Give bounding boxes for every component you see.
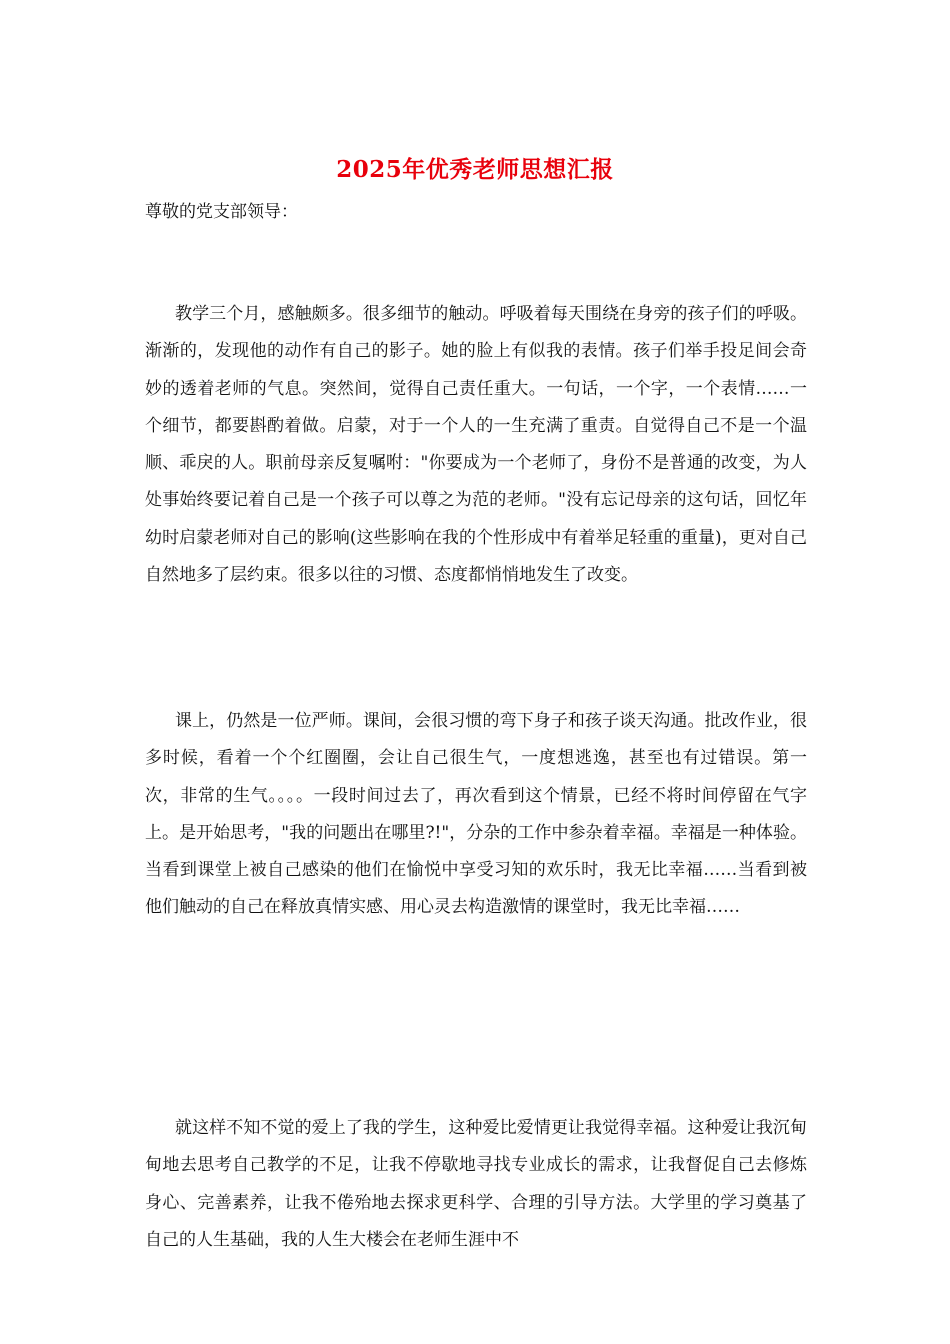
paragraph-1: 教学三个月，感触颇多。很多细节的触动。呼吸着每天围绕在身旁的孩子们的呼吸。渐渐的，发现他的动作有自己的影子。她的脸上有似我的表情。孩子们举手投足间会奇妙的透着老师的气息。突然间，觉得自己责任重大。一句话，一个字，一个表情……一个细节，都要斟酌着做。启蒙，对于一个人的一生充满了重责。自觉得自己不是一个温顺、乖戾的人。职前母亲反复嘱咐："你要成为一个老师了，身份不是普通的改变，为人处事始终要记着自己是一个孩子可以尊之为范的老师。"没有忘记母亲的这句话，回忆年幼时启蒙老师对自己的影响(这些影响在我的个性形成中有着举足轻重的重量)，更对自己自然地多了层约束。很多以往的习惯、态度都悄悄地发生了改变。 bbox=[145, 304, 807, 586]
salutation: 尊敬的党支部领导： bbox=[145, 202, 298, 222]
paragraph-3: 就这样不知不觉的爱上了我的学生，这种爱比爱情更让我觉得幸福。这种爱让我沉甸甸地去思考自己教学的不足，让我不停歇地寻找专业成长的需求，让我督促自己去修炼身心、完善素养，让我不倦殆地去探求更科学、合理的引导方法。大学里的学习奠基了自己的人生基础，我的人生大楼会在老师生涯中不 bbox=[145, 1118, 807, 1250]
paragraph-2: 课上，仍然是一位严师。课间，会很习惯的弯下身子和孩子谈天沟通。批改作业，很多时候，看着一个个红圈圈，会让自己很生气，一度想逃逸，甚至也有过错误。第一次，非常的生气。。。。一段时间过去了，再次看到这个情景，已经不将时间停留在气字上。是开始思考，"我的问题出在哪里?!"，分杂的工作中参杂着幸福。幸福是一种体验。当看到课堂上被自己感染的他们在愉悦中享受习知的欢乐时，我无比幸福……当看到被他们触动的自己在释放真情实感、用心灵去构造激情的课堂时，我无比幸福…… bbox=[145, 711, 807, 918]
document-title: 2025年优秀老师思想汇报 bbox=[336, 156, 614, 183]
